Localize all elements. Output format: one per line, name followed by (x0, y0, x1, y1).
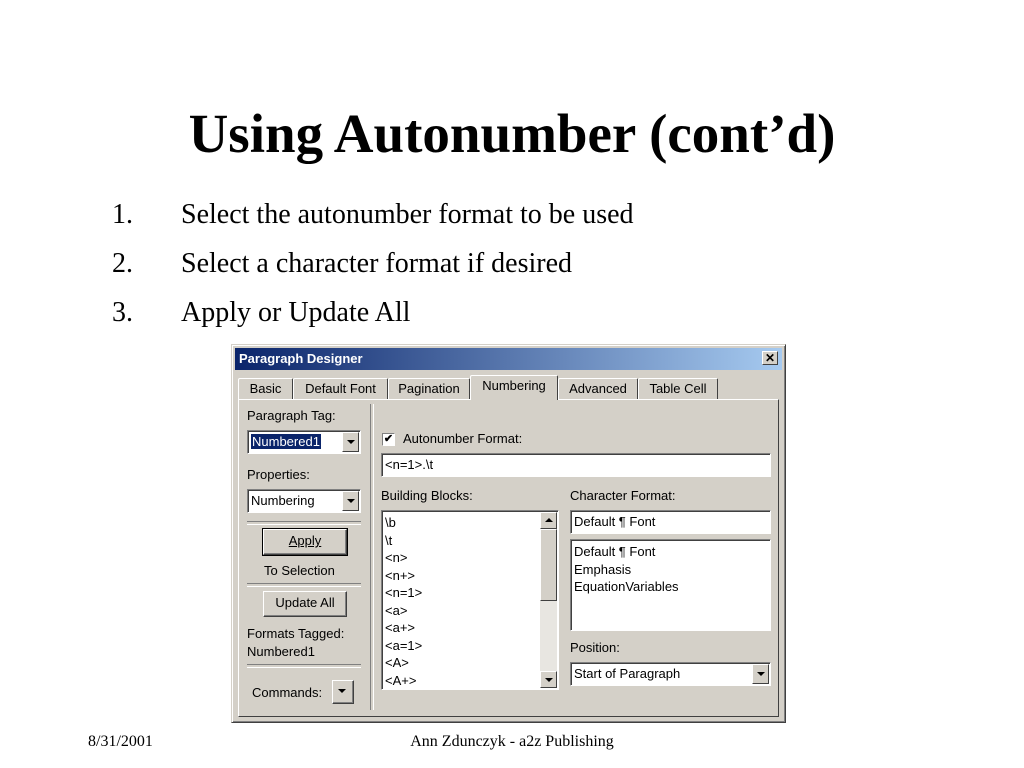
list-item[interactable]: <A+> (385, 672, 417, 688)
bullet-number: 3. (112, 297, 133, 328)
tab-pagination[interactable]: Pagination (388, 378, 470, 399)
footer-author: Ann Zdunczyk - a2z Publishing (410, 733, 614, 750)
close-icon: ✕ (764, 351, 776, 365)
list-item[interactable]: \t (385, 532, 393, 548)
formats-tagged-label: Formats Tagged: (247, 626, 345, 641)
bullet-number: 1. (112, 199, 133, 230)
scroll-down-arrow-icon[interactable] (540, 671, 557, 688)
column-divider (370, 404, 374, 710)
character-format-input[interactable] (570, 510, 771, 534)
list-item[interactable]: <a> (385, 602, 408, 618)
autonumber-format-input[interactable] (381, 453, 771, 477)
list-item[interactable]: <a=1> (385, 637, 423, 653)
position-label: Position: (570, 640, 620, 655)
autonumber-format-label: Autonumber Format: (403, 431, 523, 446)
scroll-thumb[interactable] (540, 529, 557, 601)
list-item[interactable]: <n> (385, 550, 408, 565)
update-all-button[interactable] (263, 591, 347, 617)
bullet-text: Select the autonumber format to be used (181, 199, 634, 230)
checkmark-icon: ✔ (383, 433, 394, 445)
list-item[interactable]: <n+> (385, 567, 416, 583)
bullet-number: 2. (112, 248, 133, 279)
commands-dropdown[interactable] (332, 680, 354, 704)
tab-default-font[interactable]: Default Font (293, 378, 388, 399)
list-item[interactable]: \b (385, 515, 396, 530)
dialog-titlebar[interactable] (235, 348, 782, 370)
building-blocks-list[interactable] (381, 510, 559, 690)
character-format-list[interactable] (570, 539, 771, 631)
apply-button-label: Apply (288, 533, 322, 548)
tab-basic[interactable]: Basic (238, 378, 293, 399)
chevron-down-icon (334, 682, 352, 702)
autonumber-format-value: <n=1>.\t (385, 457, 434, 472)
position-value: Start of Paragraph (574, 666, 681, 681)
scroll-up-arrow-icon[interactable] (540, 512, 557, 529)
formats-tagged-value: Numbered1 (247, 644, 315, 659)
dialog-title: Paragraph Designer (239, 351, 363, 366)
position-select[interactable] (570, 662, 771, 686)
list-item[interactable]: Default ¶ Font (574, 544, 656, 559)
paragraph-tag-value: Numbered1 (252, 434, 320, 449)
to-selection-label: To Selection (264, 563, 335, 578)
chevron-down-icon[interactable] (342, 432, 359, 452)
character-format-value: Default ¶ Font (574, 514, 656, 529)
chevron-down-icon[interactable] (342, 491, 359, 511)
bullet-text: Apply or Update All (181, 297, 411, 328)
paragraph-designer-dialog (231, 344, 786, 723)
autonumber-checkbox[interactable] (382, 433, 395, 446)
tab-numbering[interactable]: Numbering (470, 375, 558, 400)
list-item[interactable]: <n=1> (385, 585, 423, 600)
slide-title: Using Autonumber (cont’d) (188, 103, 836, 164)
divider (247, 664, 361, 668)
bullet-text: Select a character format if desired (181, 248, 573, 279)
update-all-button-label: Update All (275, 595, 335, 610)
apply-button[interactable] (263, 529, 347, 555)
close-button[interactable] (762, 351, 778, 365)
character-format-label: Character Format: (570, 488, 676, 503)
commands-label: Commands: (252, 685, 323, 700)
building-blocks-label: Building Blocks: (381, 488, 473, 503)
tab-advanced[interactable]: Advanced (558, 378, 638, 399)
properties-label: Properties: (247, 467, 310, 482)
properties-value: Numbering (251, 493, 315, 508)
chevron-down-icon[interactable] (752, 664, 769, 684)
footer-date: 8/31/2001 (88, 733, 153, 750)
list-item[interactable]: <a+> (385, 620, 416, 635)
building-blocks-scrollbar[interactable] (540, 512, 557, 688)
list-item[interactable]: <A> (385, 655, 409, 670)
divider (247, 583, 361, 587)
divider (247, 521, 361, 525)
list-item[interactable]: Emphasis (574, 561, 632, 577)
properties-select[interactable] (247, 489, 361, 513)
paragraph-tag-label: Paragraph Tag: (247, 408, 336, 423)
numbering-panel (238, 399, 779, 717)
tab-table-cell[interactable]: Table Cell (638, 378, 718, 399)
paragraph-tag-select[interactable] (247, 430, 361, 454)
list-item[interactable]: EquationVariables (574, 579, 679, 594)
